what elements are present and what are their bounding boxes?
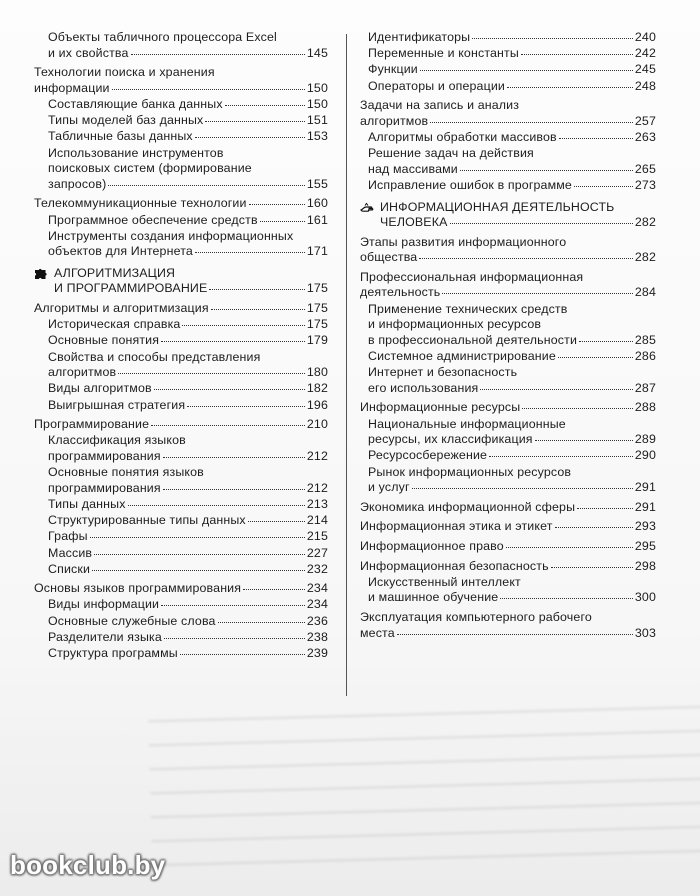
page-number: 265: [634, 161, 656, 176]
toc-subentry: [360, 30, 656, 46]
entry-title-line: Табличные базы данных: [48, 129, 193, 144]
section-title-line: ИНФОРМАЦИОННАЯ ДЕЯТЕЛЬНОСТЬ: [380, 199, 615, 214]
dot-leader: [187, 406, 305, 407]
entry-title-line: Массив: [48, 545, 93, 560]
bleed-through-text: [148, 693, 700, 878]
page-number: 213: [306, 496, 328, 511]
dot-leader: [163, 489, 305, 490]
toc-subentry: [360, 575, 656, 606]
toc-section-heading: [34, 266, 328, 297]
dot-leader: [180, 654, 305, 655]
toc-entry: [360, 519, 656, 535]
page-number: 284: [634, 285, 656, 300]
dot-leader: [489, 456, 633, 457]
toc-subentry: [34, 317, 328, 333]
page-number: 295: [634, 538, 656, 553]
page-number: 234: [306, 597, 328, 612]
entry-title-line: Информационные ресурсы: [360, 400, 521, 415]
page-number: 245: [634, 62, 656, 77]
page-number: 196: [306, 397, 328, 412]
entry-title-line: и их свойства: [48, 45, 129, 60]
entry-title-line: и машинное обучение: [368, 590, 499, 605]
toc-subentry: [360, 417, 656, 448]
page-number: 232: [306, 561, 328, 576]
toc-subentry: [360, 465, 656, 496]
page-number: 282: [634, 215, 656, 230]
dot-leader: [397, 634, 633, 635]
dot-leader: [182, 325, 304, 326]
toc-entry: [360, 98, 656, 129]
page-number: 242: [634, 46, 656, 61]
entry-title-line: Экономика информационной сферы: [360, 499, 576, 514]
dot-leader: [151, 425, 305, 426]
page-number: 145: [306, 45, 328, 60]
page-number: 287: [634, 380, 656, 395]
toc-entry: [360, 539, 656, 555]
page-number: 303: [634, 625, 656, 640]
page-number: 282: [634, 250, 656, 265]
entry-title-line: Разделители языка: [48, 629, 162, 644]
toc-subentry: [34, 497, 328, 513]
toc-subentry: [360, 178, 656, 194]
dot-leader: [521, 54, 633, 55]
entry-title-line: Списки: [48, 561, 91, 576]
dot-leader: [195, 137, 305, 138]
entry-title-line: Алгоритмы обработки массивов: [368, 129, 557, 144]
entry-title-line: в профессиональной деятельности: [368, 332, 578, 347]
page-number: 153: [306, 129, 328, 144]
page-number: 240: [634, 30, 656, 44]
toc-entry: [34, 301, 328, 317]
entry-title-line: его использования: [368, 380, 479, 395]
entry-title-line: над массивами: [368, 161, 458, 176]
page-number: 171: [306, 244, 328, 259]
entry-title-line: Исправление ошибок в программе: [368, 177, 572, 192]
dot-leader: [195, 252, 305, 253]
toc-subentry: [34, 398, 328, 414]
page-number: 234: [306, 581, 328, 596]
dot-leader: [92, 570, 305, 571]
entry-title-line: Инструменты создания информационных: [48, 228, 294, 243]
toc-section-heading: [360, 200, 656, 231]
page-number: 257: [634, 113, 656, 128]
entry-title-line: Переменные и константы: [368, 46, 519, 61]
page-number: 150: [306, 96, 328, 111]
page-number: 214: [306, 513, 328, 528]
toc-left-column: [34, 30, 328, 662]
entry-title-line: ресурсы, их классификация: [368, 432, 533, 447]
toc-subentry: [360, 448, 656, 464]
toc-subentry: [360, 302, 656, 349]
toc-subentry: [360, 130, 656, 146]
dot-leader: [579, 341, 633, 342]
toc-entry: [360, 235, 656, 266]
dot-leader: [112, 89, 305, 90]
dot-leader: [260, 221, 305, 222]
toc-entry: [34, 581, 328, 597]
toc-entry: [34, 417, 328, 433]
dot-leader: [209, 289, 304, 290]
dot-leader: [225, 105, 305, 106]
toc-subentry: [34, 381, 328, 397]
toc-entry: [360, 270, 656, 301]
page-number: 215: [306, 529, 328, 544]
dot-leader: [522, 408, 633, 409]
page-number: 286: [634, 349, 656, 364]
entry-title-line: Интернет и безопасность: [368, 365, 518, 380]
entry-title-line: Задачи на запись и анализ: [360, 98, 520, 113]
entry-title-line: Рынок информационных ресурсов: [368, 464, 572, 479]
dot-leader: [506, 547, 633, 548]
toc-subentry: [34, 630, 328, 646]
toc-subentry: [34, 562, 328, 578]
page-number: 239: [306, 646, 328, 661]
entry-title-line: Выигрышная стратегия: [48, 397, 186, 412]
dot-leader: [430, 122, 633, 123]
entry-title-line: информации: [34, 80, 110, 95]
dot-leader: [249, 204, 305, 205]
dot-leader: [412, 488, 633, 489]
section-title-line: АЛГОРИТМИЗАЦИЯ: [54, 265, 176, 280]
page-number: 248: [634, 78, 656, 93]
page-number: 175: [306, 301, 328, 316]
dot-leader: [472, 38, 633, 39]
entry-title-line: Технологии поиска и хранения: [34, 65, 215, 80]
dot-leader: [90, 537, 305, 538]
page-number: 160: [306, 196, 328, 211]
page-number: 212: [306, 480, 328, 495]
page-number: 150: [306, 80, 328, 95]
dot-leader: [535, 440, 633, 441]
toc-entry: [360, 400, 656, 416]
entry-title-line: Графы: [48, 529, 88, 544]
dot-leader: [163, 457, 305, 458]
page-number: 238: [306, 629, 328, 644]
toc-entry: [34, 196, 328, 212]
page-number: 273: [634, 177, 656, 192]
entry-title-line: Типы моделей баз данных: [48, 113, 204, 128]
toc-subentry: [34, 30, 328, 61]
entry-title-line: Ресурсосбережение: [368, 448, 488, 463]
page-number: 175: [306, 317, 328, 332]
toc-entry: [360, 610, 656, 641]
dot-leader: [131, 54, 305, 55]
entry-title-line: Телекоммуникационные технологии: [34, 196, 247, 211]
toc-subentry: [34, 529, 328, 545]
dot-leader: [161, 341, 305, 342]
page-number: 212: [306, 448, 328, 463]
toc-subentry: [34, 597, 328, 613]
page-number: 227: [306, 545, 328, 560]
toc-subentry: [34, 97, 328, 113]
page-number: 298: [634, 558, 656, 573]
entry-title-line: Виды алгоритмов: [48, 381, 152, 396]
entry-title-line: Решение задач на действия: [368, 146, 534, 161]
page-number: 180: [306, 365, 328, 380]
dot-leader: [128, 505, 305, 506]
page-number: 161: [306, 212, 328, 227]
section-title-line: И ПРОГРАММИРОВАНИЕ: [54, 281, 208, 296]
entry-title-line: запросов): [48, 176, 107, 191]
page-number: 285: [634, 332, 656, 347]
entry-title-line: Типы данных: [48, 496, 126, 511]
section-title-line: ЧЕЛОВЕКА: [380, 215, 448, 230]
entry-title-line: Основные служебные слова: [48, 613, 216, 628]
entry-title-line: Классификация языков: [48, 433, 186, 448]
dot-leader: [480, 389, 632, 390]
entry-title-line: Основные понятия: [48, 333, 160, 348]
entry-title-line: Программирование: [34, 417, 150, 432]
entry-title-line: Функции: [368, 62, 418, 77]
hand-icon: [360, 201, 374, 215]
dot-leader: [551, 567, 633, 568]
entry-title-line: Виды информации: [48, 597, 160, 612]
page-number: 155: [306, 176, 328, 191]
page-number: 300: [634, 590, 656, 605]
entry-title-line: Историческая справка: [48, 317, 181, 332]
dot-leader: [450, 223, 633, 224]
dot-leader: [419, 258, 633, 259]
toc-subentry: [360, 62, 656, 78]
toc-entry: [360, 500, 656, 516]
dot-leader: [555, 527, 633, 528]
entry-title-line: алгоритмов: [360, 113, 429, 128]
entry-title-line: Информационная безопасность: [360, 558, 549, 573]
page-number: 290: [634, 448, 656, 463]
toc-subentry: [34, 333, 328, 349]
page-number: 151: [306, 113, 328, 128]
entry-title-line: поисковых систем (формирование: [48, 161, 252, 176]
entry-title-line: Эксплуатация компьютерного рабочего: [360, 609, 592, 624]
entry-title-line: Применение технических средств: [368, 301, 568, 316]
entry-title-line: Основные понятия языков: [48, 465, 204, 480]
toc-subentry: [34, 646, 328, 662]
toc-subentry: [34, 433, 328, 464]
entry-title-line: Программное обеспечение средств: [48, 212, 258, 227]
entry-title-line: алгоритмов: [48, 365, 117, 380]
entry-title-line: программирования: [48, 480, 161, 495]
dot-leader: [94, 554, 305, 555]
toc-subentry: [34, 513, 328, 529]
entry-title-line: и информационных ресурсов: [368, 317, 542, 332]
dot-leader: [164, 638, 305, 639]
entry-title-line: Структура программы: [48, 646, 178, 661]
toc-subentry: [34, 465, 328, 496]
entry-title-line: Алгоритмы и алгоритмизация: [34, 301, 209, 316]
column-divider: [346, 34, 347, 696]
toc-subentry: [360, 79, 656, 95]
page-number: 263: [634, 129, 656, 144]
entry-title-line: общества: [360, 250, 418, 265]
toc-subentry: [34, 614, 328, 630]
page-number: 175: [306, 281, 328, 296]
toc-subentry: [360, 146, 656, 177]
toc-subentry: [34, 113, 328, 129]
entry-title-line: деятельность: [360, 285, 441, 300]
entry-title-line: Объекты табличного процессора Excel: [48, 30, 277, 44]
page-number: 289: [634, 432, 656, 447]
entry-title-line: Идентификаторы: [368, 30, 471, 44]
dot-leader: [211, 309, 305, 310]
entry-title-line: Свойства и способы представления: [48, 349, 261, 364]
dot-leader: [507, 87, 633, 88]
page-number: 291: [634, 480, 656, 495]
toc-subentry: [360, 365, 656, 396]
dot-leader: [218, 622, 305, 623]
dot-leader: [118, 373, 305, 374]
toc-subentry: [34, 546, 328, 562]
dot-leader: [154, 389, 305, 390]
dot-leader: [248, 521, 305, 522]
toc-subentry: [34, 146, 328, 193]
entry-title-line: Структурированные типы данных: [48, 513, 246, 528]
dot-leader: [559, 138, 633, 139]
dot-leader: [500, 598, 633, 599]
dot-leader: [420, 70, 633, 71]
toc-subentry: [34, 229, 328, 260]
entry-title-line: Использование инструментов: [48, 145, 224, 160]
dot-leader: [108, 185, 305, 186]
entry-title-line: программирования: [48, 448, 161, 463]
toc-right-column: [360, 30, 656, 642]
entry-title-line: места: [360, 625, 395, 640]
page-number: 210: [306, 417, 328, 432]
entry-title-line: Операторы и операции: [368, 78, 505, 93]
entry-title-line: Этапы развития информационного: [360, 234, 567, 249]
page-number: 288: [634, 400, 656, 415]
dot-leader: [243, 589, 305, 590]
dot-leader: [460, 170, 633, 171]
puzzle-icon: [34, 267, 48, 281]
toc-subentry: [360, 349, 656, 365]
toc-subentry: [360, 46, 656, 62]
toc-subentry: [34, 350, 328, 381]
page-number: 236: [306, 613, 328, 628]
entry-title-line: Основы языков программирования: [34, 581, 242, 596]
dot-leader: [574, 186, 633, 187]
dot-leader: [442, 293, 632, 294]
entry-title-line: Искусственный интеллект: [368, 574, 521, 589]
entry-title-line: объектов для Интернета: [48, 244, 193, 259]
entry-title-line: Профессиональная информационная: [360, 269, 584, 284]
dot-leader: [161, 605, 305, 606]
dot-leader: [205, 121, 304, 122]
toc-subentry: [34, 213, 328, 229]
toc-subentry: [34, 129, 328, 145]
entry-title-line: и услуг: [368, 480, 410, 495]
entry-title-line: Информационное право: [360, 538, 504, 553]
dot-leader: [577, 508, 633, 509]
entry-title-line: Составляющие банка данных: [48, 96, 223, 111]
toc-entry: [34, 65, 328, 96]
page-number: 291: [634, 499, 656, 514]
page-number: 293: [634, 519, 656, 534]
dot-leader: [558, 357, 633, 358]
page-number: 182: [306, 381, 328, 396]
entry-title-line: Системное администрирование: [368, 349, 556, 364]
toc-entry: [360, 559, 656, 575]
page-number: 179: [306, 333, 328, 348]
entry-title-line: Информационная этика и этикет: [360, 519, 553, 534]
watermark: bookclub.by: [10, 850, 166, 880]
entry-title-line: Национальные информационные: [368, 416, 566, 431]
